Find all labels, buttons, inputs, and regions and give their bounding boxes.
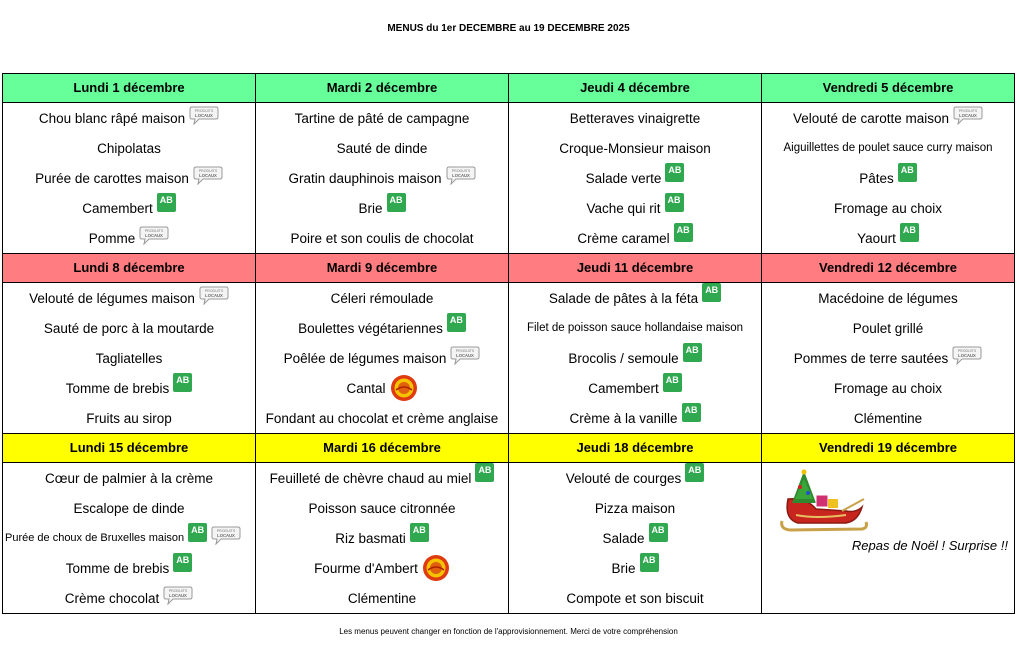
- menu-item-label: Poire et son coulis de chocolat: [290, 230, 474, 246]
- menu-item-label: Feuilleté de chèvre chaud au miel: [269, 470, 472, 486]
- day-header: Jeudi 4 décembre: [509, 74, 762, 103]
- day-header: Jeudi 11 décembre: [509, 254, 762, 283]
- menu-item-label: Brie: [611, 560, 636, 576]
- svg-text:PRODUITS: PRODUITS: [456, 349, 475, 353]
- menu-item-label: Macédoine de légumes: [818, 290, 958, 306]
- menu-item: [762, 133, 1014, 163]
- day-header: Lundi 8 décembre: [3, 254, 256, 283]
- menu-item-label: Poêlée de légumes maison: [283, 350, 447, 366]
- menu-item-label: Sauté de porc à la moutarde: [43, 320, 215, 336]
- page-title: MENUS du 1er DECEMBRE au 19 DECEMBRE 2025: [387, 23, 630, 34]
- menu-item-label: Velouté de légumes maison: [29, 290, 195, 306]
- menu-item: [3, 283, 255, 313]
- day-header: Vendredi 12 décembre: [762, 254, 1015, 283]
- menu-item: [509, 103, 761, 133]
- local-product-icon: [163, 585, 193, 605]
- menu-item: [762, 193, 1014, 223]
- menu-item-label: Tartine de pâté de campagne: [294, 110, 470, 126]
- svg-text:PRODUITS: PRODUITS: [198, 169, 218, 173]
- menu-item-label: Purée de choux de Bruxelles maison: [5, 532, 185, 544]
- menu-item: [509, 553, 761, 583]
- day-menu: [762, 463, 1015, 614]
- menu-item-label: Escalope de dinde: [73, 500, 185, 516]
- day-header: Mardi 16 décembre: [256, 434, 509, 463]
- menu-item: [256, 523, 508, 553]
- menu-item-label: Yaourt: [857, 230, 896, 246]
- menu-item-label: Croque-Monsieur maison: [559, 140, 711, 156]
- footer-note: Les menus peuvent changer en fonction de l'approvisionnement. Merci de votre compréhension: [339, 627, 678, 636]
- menu-item-label: Pommes de terre sautées: [793, 350, 949, 366]
- organic-ab-icon: AB: [674, 223, 693, 242]
- week-2-header-row: [3, 254, 1015, 283]
- day-menu: [509, 463, 762, 614]
- menu-item: [509, 403, 761, 433]
- menu-item: [509, 583, 761, 613]
- day-header: Mardi 9 décembre: [256, 254, 509, 283]
- svg-text:LOCAUX: LOCAUX: [145, 233, 164, 238]
- menu-item-label: Tagliatelles: [95, 350, 163, 366]
- organic-ab-icon: AB: [447, 313, 466, 332]
- menu-item: [3, 103, 255, 133]
- local-product-icon: [189, 105, 219, 125]
- organic-ab-icon: AB: [649, 523, 668, 542]
- menu-item-label: Tomme de brebis: [65, 380, 170, 396]
- menu-item-label: Fourme d'Ambert: [314, 560, 418, 576]
- aop-label-icon: [390, 374, 418, 402]
- day-header: Mardi 2 décembre: [256, 74, 509, 103]
- menu-item: [762, 343, 1014, 373]
- svg-text:LOCAUX: LOCAUX: [959, 113, 977, 118]
- christmas-special: [762, 463, 1014, 613]
- menu-item: [3, 163, 255, 193]
- week-1-menu-row: [3, 103, 1015, 254]
- menu-item: [509, 313, 761, 343]
- menu-item: [3, 223, 255, 253]
- menu-item: [256, 103, 508, 133]
- organic-ab-icon: AB: [665, 193, 684, 212]
- svg-text:PRODUITS: PRODUITS: [204, 289, 224, 293]
- menu-item: [3, 133, 255, 163]
- menu-item-label: Aiguillettes de poulet sauce curry maison: [783, 142, 993, 154]
- menu-item: [3, 553, 255, 583]
- christmas-sleigh-icon: [776, 469, 868, 535]
- day-header: Jeudi 18 décembre: [509, 434, 762, 463]
- menu-item: [3, 193, 255, 223]
- menu-item: [256, 583, 508, 613]
- svg-text:LOCAUX: LOCAUX: [205, 293, 223, 298]
- menu-item-label: Velouté de carotte maison: [792, 110, 950, 126]
- menu-item: [762, 403, 1014, 433]
- menu-item-label: Crème à la vanille: [569, 410, 678, 426]
- organic-ab-icon: AB: [663, 373, 682, 392]
- menu-item: [256, 193, 508, 223]
- day-menu: [256, 463, 509, 614]
- menu-item-label: Brocolis / semoule: [568, 350, 679, 366]
- organic-ab-icon: AB: [387, 193, 406, 212]
- week-3-menu-row: [3, 463, 1015, 614]
- organic-ab-icon: AB: [475, 463, 494, 482]
- menu-item: [3, 583, 255, 613]
- organic-ab-icon: AB: [900, 223, 919, 242]
- menu-item-label: Cantal: [346, 380, 386, 396]
- menu-item-label: Gratin dauphinois maison: [288, 170, 442, 186]
- local-product-icon: [450, 345, 480, 365]
- christmas-meal-text: Repas de Noël ! Surprise !!: [851, 538, 1008, 553]
- svg-text:LOCAUX: LOCAUX: [217, 533, 236, 538]
- menu-item-label: Betteraves vinaigrette: [569, 110, 701, 126]
- menu-item-label: Camembert: [588, 380, 659, 396]
- menu-item: [256, 313, 508, 343]
- day-menu: [509, 103, 762, 254]
- menu-item-label: Clémentine: [347, 590, 417, 606]
- organic-ab-icon: AB: [410, 523, 429, 542]
- menu-item: [509, 343, 761, 373]
- week-2-menu-row: [3, 283, 1015, 434]
- menu-table: [2, 73, 1015, 614]
- menu-item: [256, 463, 508, 493]
- menu-item: [762, 103, 1014, 133]
- svg-text:PRODUITS: PRODUITS: [194, 109, 214, 113]
- day-menu: [762, 103, 1015, 254]
- organic-ab-icon: AB: [157, 193, 176, 212]
- organic-ab-icon: AB: [173, 373, 192, 392]
- day-menu: [256, 283, 509, 434]
- organic-ab-icon: AB: [188, 523, 207, 542]
- menu-item-label: Fromage au choix: [833, 380, 943, 396]
- menu-item: [256, 403, 508, 433]
- organic-ab-icon: AB: [683, 343, 702, 362]
- svg-text:PRODUITS: PRODUITS: [957, 349, 977, 353]
- menu-item: [509, 223, 761, 253]
- menu-item: [509, 463, 761, 493]
- menu-item-label: Salade verte: [585, 170, 662, 186]
- menu-item: [509, 133, 761, 163]
- menu-item-label: Crème chocolat: [64, 590, 160, 606]
- menu-item-label: Salade de pâtes à la féta: [548, 290, 699, 306]
- svg-text:LOCAUX: LOCAUX: [958, 353, 977, 358]
- local-product-icon: [139, 225, 169, 245]
- menu-item: [3, 343, 255, 373]
- menu-item: [509, 193, 761, 223]
- menu-item-label: Fondant au chocolat et crème anglaise: [265, 410, 499, 426]
- day-menu: [3, 463, 256, 614]
- menu-item: [256, 553, 508, 583]
- menu-item: [509, 373, 761, 403]
- menu-item-label: Filet de poisson sauce hollandaise maison: [526, 322, 744, 334]
- organic-ab-icon: AB: [702, 283, 721, 302]
- menu-item: [3, 313, 255, 343]
- svg-text:PRODUITS: PRODUITS: [144, 229, 164, 233]
- menu-item-label: Compote et son biscuit: [566, 590, 704, 606]
- svg-text:LOCAUX: LOCAUX: [456, 353, 475, 358]
- menu-item-label: Velouté de courges: [565, 470, 682, 486]
- menu-item: [509, 283, 761, 313]
- menu-item: [762, 283, 1014, 313]
- menu-item-label: Poulet grillé: [852, 320, 924, 336]
- menu-item-label: Pomme: [88, 230, 136, 246]
- menu-item-label: Pâtes: [859, 170, 894, 186]
- svg-text:PRODUITS: PRODUITS: [168, 589, 188, 593]
- menu-item: [762, 373, 1014, 403]
- day-menu: [762, 283, 1015, 434]
- organic-ab-icon: AB: [685, 463, 704, 482]
- menu-item-label: Camembert: [82, 200, 153, 216]
- menu-item-label: Brie: [358, 200, 383, 216]
- menu-item: [509, 523, 761, 553]
- menu-item: [3, 403, 255, 433]
- menu-item: [509, 493, 761, 523]
- local-product-icon: [193, 165, 223, 185]
- menu-item: [256, 133, 508, 163]
- week-3-header-row: [3, 434, 1015, 463]
- menu-item-label: Purée de carottes maison: [35, 170, 189, 186]
- menu-item-label: Vache qui rit: [586, 200, 661, 216]
- local-product-icon: [953, 105, 983, 125]
- svg-text:LOCAUX: LOCAUX: [199, 173, 217, 178]
- menu-item-label: Riz basmati: [335, 530, 406, 546]
- aop-label-icon: [422, 554, 450, 582]
- menu-item-label: Sauté de dinde: [336, 140, 428, 156]
- svg-text:LOCAUX: LOCAUX: [195, 113, 214, 118]
- day-header: Vendredi 19 décembre: [762, 434, 1015, 463]
- menu-item: [509, 163, 761, 193]
- menu-item-label: Céleri rémoulade: [330, 290, 434, 306]
- organic-ab-icon: AB: [173, 553, 192, 572]
- menu-item: [3, 373, 255, 403]
- menu-item-label: Pizza maison: [594, 500, 676, 516]
- organic-ab-icon: AB: [640, 553, 659, 572]
- menu-item: [256, 493, 508, 523]
- day-menu: [256, 103, 509, 254]
- organic-ab-icon: AB: [898, 163, 917, 182]
- svg-text:PRODUITS: PRODUITS: [216, 529, 236, 533]
- menu-item: [762, 313, 1014, 343]
- menu-item: [762, 223, 1014, 253]
- menu-item: [256, 283, 508, 313]
- menu-item: [762, 163, 1014, 193]
- week-1-header-row: [3, 74, 1015, 103]
- menu-item: [3, 493, 255, 523]
- day-header: Vendredi 5 décembre: [762, 74, 1015, 103]
- local-product-icon: [446, 165, 476, 185]
- menu-item-label: Chipolatas: [97, 140, 161, 156]
- menu-item: [256, 373, 508, 403]
- svg-text:PRODUITS: PRODUITS: [451, 169, 470, 173]
- svg-text:LOCAUX: LOCAUX: [169, 593, 188, 598]
- day-menu: [3, 103, 256, 254]
- menu-item: [3, 523, 255, 553]
- day-header: Lundi 1 décembre: [3, 74, 256, 103]
- menu-item: [256, 223, 508, 253]
- menu-item-label: Fromage au choix: [833, 200, 943, 216]
- menu-item-label: Salade: [602, 530, 645, 546]
- menu-item: [256, 343, 508, 373]
- menu-item-label: Clémentine: [853, 410, 923, 426]
- organic-ab-icon: AB: [665, 163, 684, 182]
- local-product-icon: [211, 525, 241, 545]
- menu-item: [3, 463, 255, 493]
- menu-item-label: Tomme de brebis: [65, 560, 170, 576]
- day-menu: [3, 283, 256, 434]
- svg-text:LOCAUX: LOCAUX: [451, 173, 470, 178]
- day-header: Lundi 15 décembre: [3, 434, 256, 463]
- menu-item-label: Boulettes végétariennes: [298, 320, 443, 336]
- menu-item: [256, 163, 508, 193]
- menu-item-label: Chou blanc râpé maison: [38, 110, 186, 126]
- menu-item-label: Poisson sauce citronnée: [308, 500, 456, 516]
- day-menu: [509, 283, 762, 434]
- menu-item-label: Cœur de palmier à la crème: [44, 470, 214, 486]
- organic-ab-icon: AB: [682, 403, 701, 422]
- local-product-icon: [952, 345, 982, 365]
- svg-text:PRODUITS: PRODUITS: [958, 109, 978, 113]
- menu-item-label: Fruits au sirop: [86, 410, 172, 426]
- menu-item-label: Crème caramel: [577, 230, 670, 246]
- local-product-icon: [199, 285, 229, 305]
